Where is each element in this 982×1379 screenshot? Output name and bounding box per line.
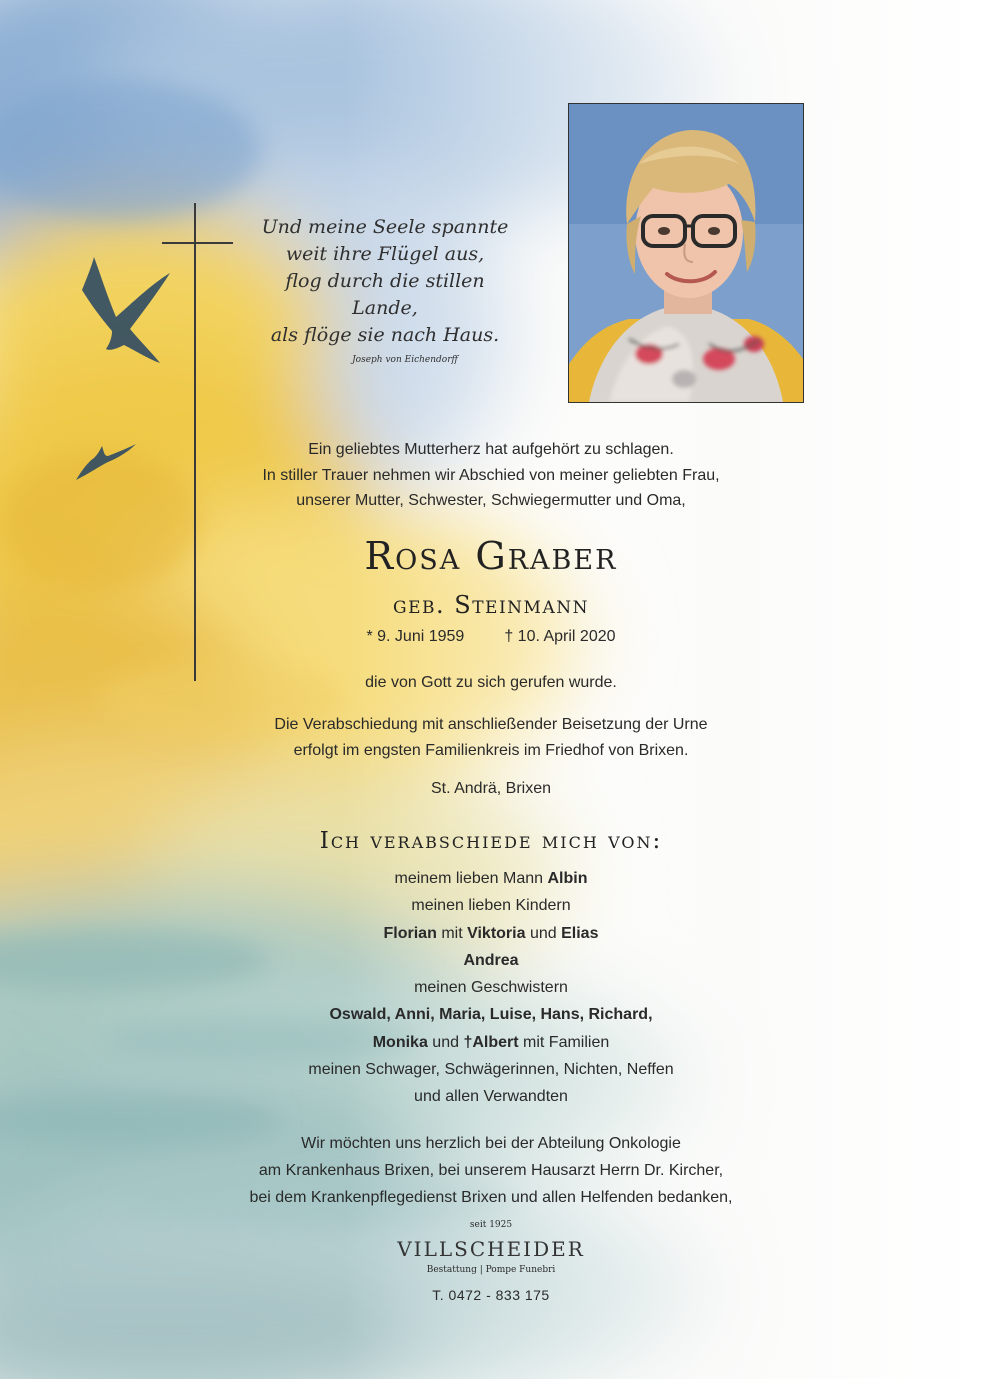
intro-text [0, 437, 982, 514]
connector-text: und [432, 1033, 459, 1051]
thanks-line: am Krankenhaus Brixen, bei unserem Hausarzt Herrn Dr. Kircher, [258, 1162, 724, 1179]
life-dates [0, 626, 982, 648]
poem-line: als flöge sie nach Haus. [270, 324, 500, 346]
intro-line: Ein geliebtes Mutterherz hat aufgehört zu schlagen. [308, 441, 674, 458]
maiden-name: geb. Steinmann [393, 591, 589, 619]
connector-text: und [529, 924, 557, 942]
partner-name: Viktoria [467, 924, 526, 942]
thanks-line: Wir möchten uns herzlich bei der Abteilung Onkologie [301, 1135, 681, 1152]
husband-prefix: meinem lieben Mann [394, 870, 544, 887]
portrait-photo [568, 103, 804, 403]
family-line: meinen lieben Kindern [411, 897, 571, 915]
grandchild-name: Elias [561, 924, 599, 942]
intro-line: unserer Mutter, Schwester, Schwiegermutter und Oma, [296, 492, 686, 509]
poem [250, 214, 520, 367]
siblings-names: Oswald, Anni, Maria, Luise, Hans, Richard, [329, 1006, 653, 1024]
funeral-line: erfolgt im engsten Familienkreis im Friedhof von Brixen. [293, 741, 689, 759]
farewell-heading: Ich verabschiede mich von: [319, 828, 663, 854]
funeral-notice [0, 712, 982, 763]
child-name: Andrea [463, 951, 519, 969]
thanks-text [0, 1130, 982, 1211]
death-date: † 10. April 2020 [504, 628, 616, 645]
undertaker-logo: VILLSCHEIDER [397, 1237, 585, 1261]
place-line: St. Andrä, Brixen [430, 780, 552, 797]
deceased-sibling-name: †Albert [463, 1033, 519, 1051]
family-line [0, 865, 982, 892]
connector-text: mit [441, 924, 463, 942]
family-list [0, 865, 982, 1111]
family-line [0, 1029, 982, 1056]
poem-line: Und meine Seele spannte [261, 216, 509, 238]
family-line: meinen Geschwistern [414, 979, 568, 997]
undertaker-subtitle: Bestattung | Pompe Funebri [426, 1265, 556, 1275]
with-families-text: mit Familien [523, 1033, 610, 1051]
husband-name: Albin [547, 870, 588, 887]
family-line [0, 920, 982, 947]
child-name: Florian [383, 924, 437, 942]
birth-date: * 9. Juni 1959 [366, 628, 465, 645]
family-line [0, 1001, 982, 1028]
poem-line: weit ihre Flügel aus, [285, 243, 485, 265]
thanks-line: bei dem Krankenpflegedienst Brixen und allen Helfenden bedanken, [249, 1189, 733, 1206]
bird-large-icon [70, 255, 180, 370]
family-line [0, 947, 982, 974]
deceased-name: Rosa Graber [364, 534, 618, 578]
family-line: meinen Schwager, Schwägerinnen, Nichten, Neffen [308, 1061, 674, 1079]
undertaker-phone: T. 0472 - 833 175 [432, 1287, 550, 1303]
cross-horizontal-bar [162, 242, 233, 244]
poem-author: Joseph von Eichendorff [352, 355, 458, 365]
portrait-illustration [569, 104, 803, 402]
funeral-line: Die Verabschiedung mit anschließender Beisetzung der Urne [274, 716, 708, 733]
called-by-god-line: die von Gott zu sich gerufen wurde. [365, 674, 617, 691]
family-line: und allen Verwandten [414, 1088, 568, 1106]
sibling-name: Monika [372, 1033, 428, 1051]
poem-line: flog durch die stillen Lande, [285, 270, 485, 319]
intro-line: In stiller Trauer nehmen wir Abschied von meiner geliebten Frau, [262, 466, 720, 484]
undertaker-since: seit 1925 [469, 1220, 513, 1230]
